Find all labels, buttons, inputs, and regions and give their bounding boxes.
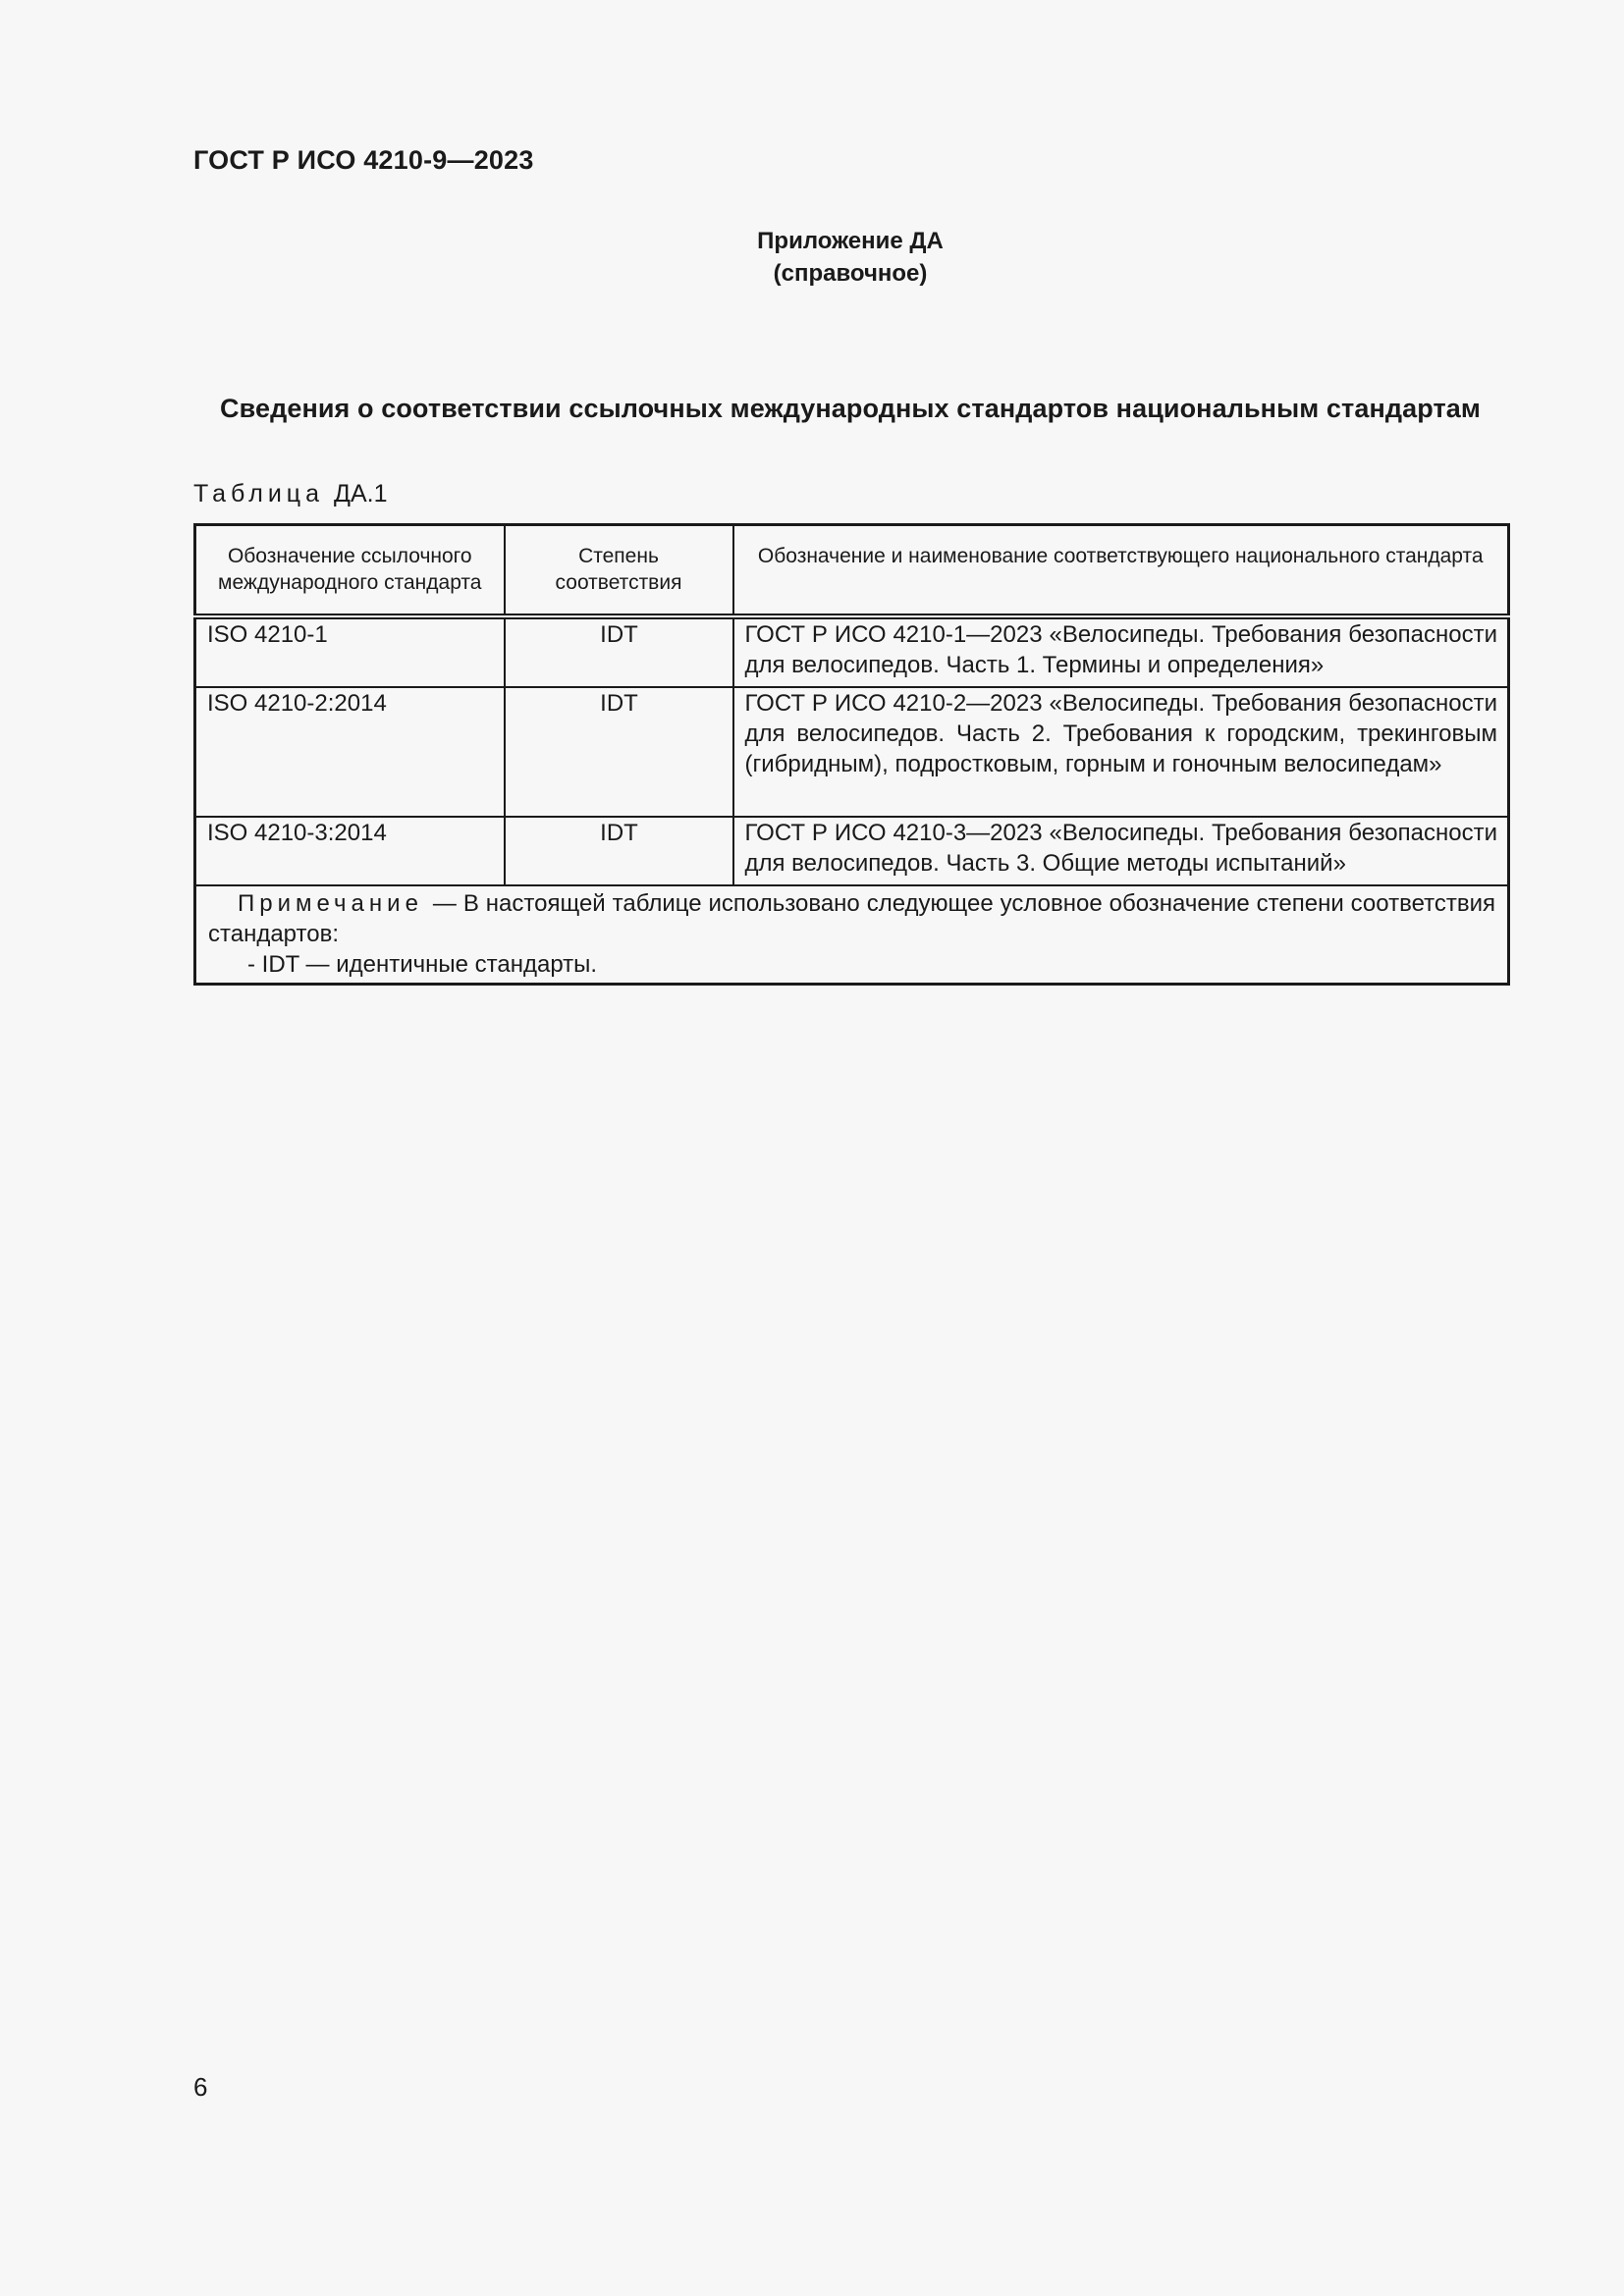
table-caption-label: Таблица (193, 480, 325, 507)
document-code: ГОСТ Р ИСО 4210-9—2023 (193, 145, 534, 175)
table-row (195, 817, 1509, 885)
header-national-standard: Обозначение и наименование соответствующего национального стандарта (733, 525, 1509, 617)
row-national-standard: ГОСТ Р ИСО 4210-3—2023 «Велосипеды. Требования безопасности для велосипедов. Часть 3. Общие методы испытаний» (733, 817, 1509, 885)
annex-title: Приложение ДА (757, 228, 944, 254)
note-line (208, 888, 1495, 949)
table-caption-number: ДА.1 (334, 480, 388, 507)
row-designation: ISO 4210-3:2014 (195, 817, 505, 885)
annex-heading (193, 225, 1507, 290)
standards-correspondence-table (193, 523, 1510, 986)
note-list-item: - IDT — идентичные стандарты. (247, 951, 598, 978)
table-note (195, 885, 1509, 985)
header-designation: Обозначение ссылочного международного стандарта (195, 525, 505, 617)
page-number: 6 (193, 2072, 208, 2102)
table-row (195, 616, 1509, 687)
row-national-standard: ГОСТ Р ИСО 4210-2—2023 «Велосипеды. Требования безопасности для велосипедов. Часть 2. Требования к городским, трекинговым (гибридным), подростковым, горным и гоночным велосипедам» (733, 687, 1509, 817)
annex-subtitle: (справочное) (773, 260, 928, 287)
table-row (195, 687, 1509, 817)
row-national-standard: ГОСТ Р ИСО 4210-1—2023 «Велосипеды. Требования безопасности для велосипедов. Часть 1. Термины и определения» (733, 616, 1509, 687)
note-label: Примечание (238, 890, 423, 917)
note-text: — В настоящей таблице использовано следующее условное обозначение степени соответствия стандартов: (208, 890, 1495, 947)
section-title: Сведения о соответствии ссылочных международных стандартов национальным стандартам (220, 394, 1481, 423)
row-designation: ISO 4210-2:2014 (195, 687, 505, 817)
row-degree: IDT (505, 817, 733, 885)
table-caption (193, 480, 388, 508)
row-degree: IDT (505, 616, 733, 687)
table-header-row (195, 525, 1509, 617)
row-degree: IDT (505, 687, 733, 817)
header-degree: Степень соответствия (505, 525, 733, 617)
row-designation: ISO 4210-1 (195, 616, 505, 687)
table-note-row (195, 885, 1509, 985)
